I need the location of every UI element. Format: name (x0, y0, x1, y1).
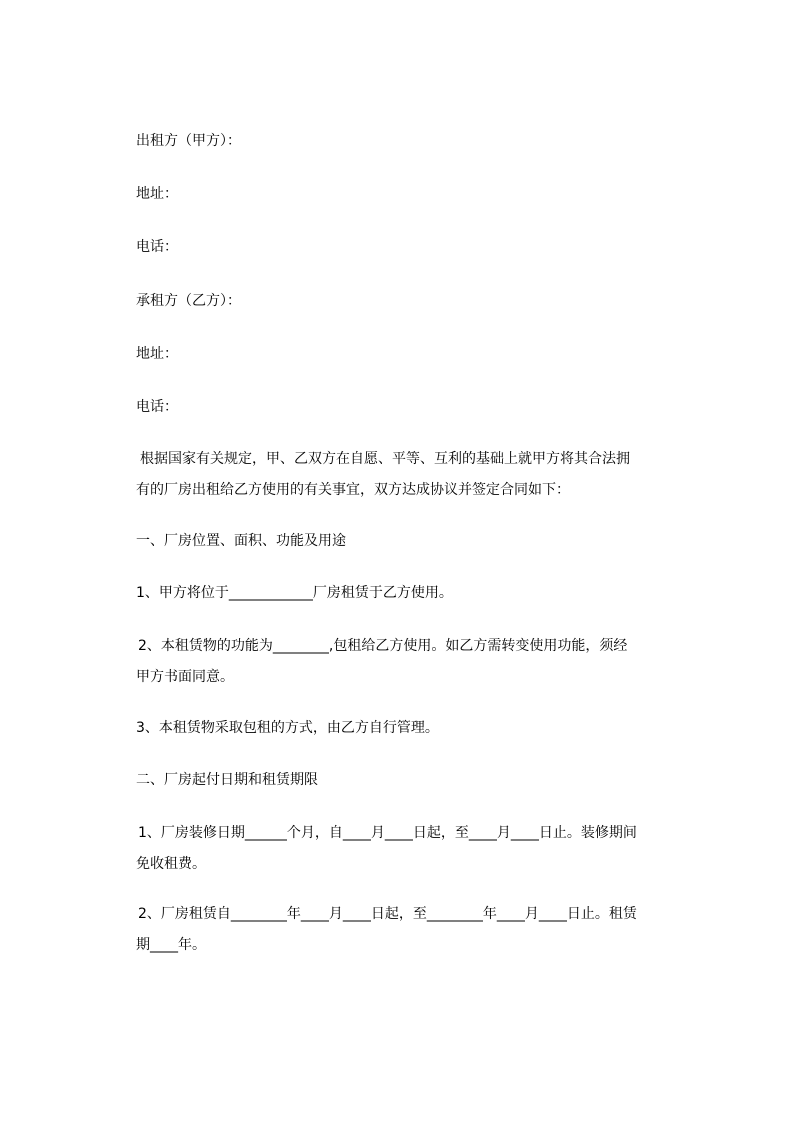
section-2-item-2-line-1: 2、厂房租赁自________年____月____日起，至________年____月____日止。租赁 (138, 906, 637, 922)
lessor-label: 出租方（甲方）： (136, 133, 241, 149)
lessee-phone-label: 电话： (136, 399, 178, 415)
section-1-item-2-line-1: 2、本租赁物的功能为________,包租给乙方使用。如乙方需转变使用功能，须经 (138, 638, 628, 654)
lessor-phone-label: 电话： (136, 239, 178, 255)
section-1-item-2-line-2: 甲方书面同意。 (136, 669, 234, 685)
intro-line-1: 根据国家有关规定，甲、乙双方在自愿、平等、互利的基础上就甲方将其合法拥 (140, 451, 630, 467)
section-2-item-2-line-2: 期____年。 (136, 937, 206, 953)
section-2-heading: 二、厂房起付日期和租赁期限 (136, 772, 318, 788)
lessor-address-label: 地址： (136, 186, 178, 202)
section-1-item-3: 3、本租赁物采取包租的方式，由乙方自行管理。 (136, 720, 439, 736)
section-2-item-1-line-2: 免收租费。 (136, 856, 206, 872)
lessee-address-label: 地址： (136, 346, 178, 362)
section-1-heading: 一、厂房位置、面积、功能及用途 (136, 533, 346, 549)
intro-paragraph (136, 444, 716, 506)
lessee-label: 承租方（乙方）： (136, 293, 241, 309)
section-2-item-1-line-1: 1、厂房装修日期______个月，自____月____日起，至____月____日止。装修期间 (138, 825, 637, 841)
section-2-item-1 (136, 818, 716, 880)
intro-line-2: 有的厂房出租给乙方使用的有关事宜，双方达成协议并签定合同如下： (136, 482, 570, 498)
section-1-item-1: 1、甲方将位于____________厂房租赁于乙方使用。 (136, 585, 453, 601)
section-1-item-2 (136, 631, 716, 693)
section-2-item-2 (136, 899, 716, 961)
